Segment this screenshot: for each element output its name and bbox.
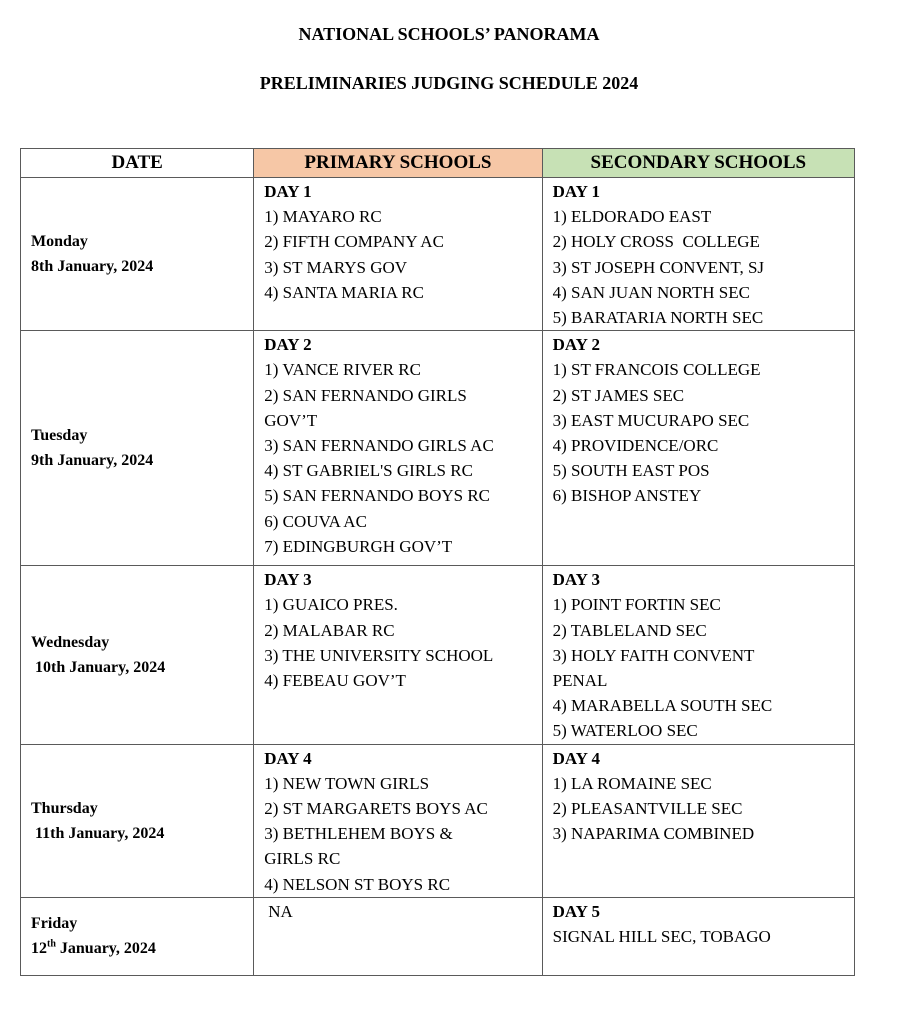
list-item: 6) COUVA AC: [264, 511, 367, 531]
weekday: Wednesday: [31, 633, 110, 651]
list-item: 6) BISHOP ANSTEY: [552, 486, 702, 506]
primary-cell: [254, 178, 542, 331]
list-item: 4) NELSON ST BOYS RC: [264, 874, 451, 894]
date-cell: [21, 566, 254, 744]
list-item: 2) ST JAMES SEC: [552, 385, 685, 405]
list-item: 3) BETHLEHEM BOYS & GIRLS RC: [264, 824, 453, 869]
list-item: 2) PLEASANTVILLE SEC: [552, 799, 743, 819]
list-item: 4) SAN JUAN NORTH SEC: [552, 282, 750, 302]
list-item: 1) ELDORADO EAST: [552, 207, 712, 227]
not-applicable-note: NA: [268, 901, 293, 921]
secondary-cell: [542, 178, 854, 331]
primary-cell: [254, 744, 542, 897]
list-item: 3) HOLY FAITH CONVENT PENAL: [552, 645, 755, 691]
day-label: DAY 4: [264, 748, 312, 768]
header-date: DATE: [21, 149, 254, 178]
list-item: 3) EAST MUCURAPO SEC: [552, 410, 750, 430]
day-label: DAY 5: [552, 901, 600, 921]
table-header-row: [21, 149, 855, 178]
list-item: 3) ST MARYS GOV: [264, 257, 408, 277]
date: 11th January, 2024: [35, 824, 165, 842]
list-item: 3) ST JOSEPH CONVENT, SJ: [552, 257, 765, 277]
date: 8th January, 2024: [31, 258, 154, 276]
list-item: 4) SANTA MARIA RC: [264, 282, 424, 302]
day-label: DAY 1: [552, 182, 600, 201]
date-number: 12: [31, 940, 47, 958]
date-cell: [21, 331, 254, 566]
list-item: 2) FIFTH COMPANY AC: [264, 232, 444, 252]
day-label: DAY 3: [264, 570, 312, 590]
list-item: 4) PROVIDENCE/ORC: [552, 436, 719, 456]
secondary-cell: [542, 744, 854, 897]
secondary-cell: [542, 566, 854, 744]
date: [31, 936, 253, 961]
weekday: Thursday: [31, 799, 98, 817]
list-item: 1) ST FRANCOIS COLLEGE: [552, 360, 761, 380]
list-item: 2) SAN FERNANDO GIRLS GOV’T: [264, 385, 467, 430]
date: 9th January, 2024: [31, 452, 154, 470]
list-item: 1) LA ROMAINE SEC: [552, 773, 712, 793]
schedule-table: [20, 148, 855, 976]
list-item: 5) WATERLOO SEC: [552, 721, 698, 741]
day-label: DAY 2: [552, 335, 600, 355]
list-item: 1) GUAICO PRES.: [264, 595, 398, 615]
document-title: NATIONAL SCHOOLS’ PANORAMA: [298, 24, 600, 44]
list-item: 4) MARABELLA SOUTH SEC: [552, 696, 773, 716]
table-row: [21, 331, 855, 566]
list-item: 3) SAN FERNANDO GIRLS AC: [264, 436, 494, 456]
list-item: 1) NEW TOWN GIRLS: [264, 773, 430, 793]
date-ordinal: th: [47, 939, 56, 951]
list-item: 5) BARATARIA NORTH SEC: [552, 308, 764, 328]
secondary-cell: [542, 331, 854, 566]
list-item: 5) SOUTH EAST POS: [552, 461, 710, 481]
day-label: DAY 4: [552, 748, 600, 768]
date-cell: [21, 897, 254, 975]
list-item: SIGNAL HILL SEC, TOBAGO: [552, 927, 771, 947]
list-item: 7) EDINGBURGH GOV’T: [264, 536, 453, 556]
document-subtitle: PRELIMINARIES JUDGING SCHEDULE 2024: [259, 73, 639, 93]
table-row: [21, 178, 855, 331]
header-secondary-schools: SECONDARY SCHOOLS: [542, 149, 854, 178]
table-row: [21, 897, 855, 975]
list-item: 3) THE UNIVERSITY SCHOOL: [264, 645, 494, 665]
weekday: Friday: [31, 915, 78, 933]
header-primary-schools: PRIMARY SCHOOLS: [254, 149, 542, 178]
primary-cell: [254, 566, 542, 744]
day-label: DAY 1: [264, 182, 312, 201]
table-row: [21, 566, 855, 744]
table-row: [21, 744, 855, 897]
date-cell: [21, 178, 254, 331]
weekday: Tuesday: [31, 427, 88, 445]
secondary-cell: [542, 897, 854, 975]
list-item: 3) NAPARIMA COMBINED: [552, 824, 755, 844]
list-item: 2) HOLY CROSS COLLEGE: [552, 232, 760, 252]
date-month-year: January, 2024: [55, 940, 156, 958]
list-item: 1) POINT FORTIN SEC: [552, 595, 721, 615]
date: 10th January, 2024: [35, 658, 166, 676]
primary-cell: [254, 897, 542, 975]
primary-cell: [254, 331, 542, 566]
list-item: 4) FEBEAU GOV’T: [264, 671, 406, 691]
list-item: 5) SAN FERNANDO BOYS RC: [264, 486, 491, 506]
list-item: 2) TABLELAND SEC: [552, 620, 707, 640]
date-cell: [21, 744, 254, 897]
list-item: 1) MAYARO RC: [264, 207, 382, 227]
day-label: DAY 2: [264, 335, 312, 355]
list-item: 1) VANCE RIVER RC: [264, 360, 421, 380]
day-label: DAY 3: [552, 570, 600, 590]
list-item: 4) ST GABRIEL'S GIRLS RC: [264, 461, 473, 481]
list-item: 2) MALABAR RC: [264, 620, 395, 640]
weekday: Monday: [31, 233, 88, 251]
list-item: 2) ST MARGARETS BOYS AC: [264, 799, 488, 819]
